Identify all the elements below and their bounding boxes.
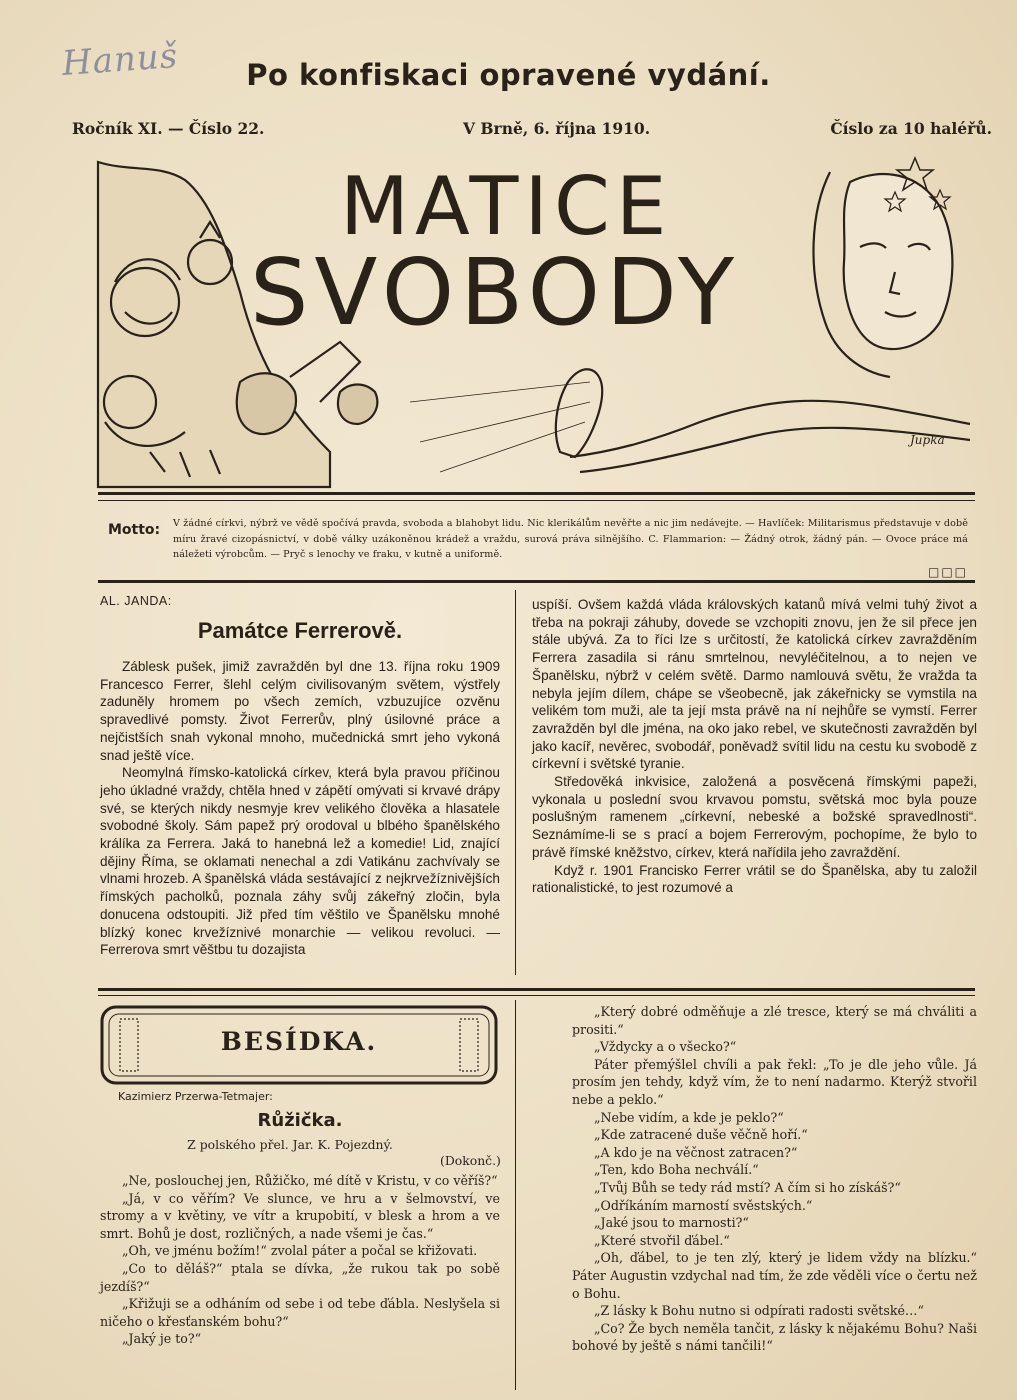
story-title: Růžička.: [257, 1110, 343, 1131]
story-paragraph: „Co? Že bych neměla tančit, z lásky k nějakému Bohu? Naši bohové by ještě s námi tančili!“: [572, 1320, 977, 1354]
article-paragraph: Když r. 1901 Francisko Ferrer vrátil se do Španělska, aby tu založil rationalistické, to jest rozumové a: [532, 862, 977, 896]
story-paragraph: „Kde zatracené duše věčně hoří.“: [594, 1127, 808, 1143]
story-translator: Z polského přel. Jar. K. Pojezdný.: [187, 1137, 393, 1152]
article-paragraph: Neomylná římsko-katolická církev, která byla pravou příčinou jeho úkladné vraždy, chtěla hned v zápětí omývati si krvavé drápy své, se kterých nikdy nesmyje krev velikého člověka a hlasatele svobodné školy. Sám papež prý orodoval u blbého španělského králíka za Ferrera. Jaká to hanebná lež a komedie! Lid, znající dějiny Říma, se oklamati nenechal a zdi Vatikánu zachvívaly se vlnami hrozeb. A španělská vláda sestávající z nejkrvežíznivějších římských pacholků, poznala záhy svůj zákeřný zločin, byla donucena odstoupiti. Již před tím věštilo ve Španělsku mnohé blízký konec krvežíznivé monarchie — velikou revoluci. — Ferrerova smrt věštbu tu dozajista: [100, 765, 500, 958]
story-paragraph: „Oh, ďábel, to je ten zlý, který je lidem vždy na blízku.“ Páter Augustin vzdychal nad tím, že zde věděli více o čertu než o Bohu.: [572, 1250, 977, 1301]
volume-number: Ročník XI. — Číslo 22.: [72, 119, 265, 138]
story-paragraph: „Já, v co věřím? Ve slunce, ve hru a v šelmovství, ve stromy a v květiny, ve vítr a krupobití, v blesk a hrom a ve smrt. Bohů je dost, rozličných, a nade všemi je čas.“: [100, 1190, 500, 1241]
handwritten-note: Hanuš: [60, 35, 180, 85]
column-divider: [515, 590, 516, 975]
motto-label: Motto:: [108, 522, 161, 538]
story-paragraph: „Křižuji se a odháním od sebe i od tebe ďábla. Neslyšela si ničeho o křesťanském bohu?“: [100, 1296, 500, 1329]
issue-date: V Brně, 6. října 1910.: [463, 119, 651, 138]
story-paragraph: „A kdo je na věčnost zatracen?“: [594, 1144, 798, 1160]
article-left-column: [100, 658, 500, 959]
issue-price: Číslo za 10 haléřů.: [830, 119, 992, 138]
story-paragraph: „Jaký je to?“: [122, 1331, 202, 1347]
story-paragraph: „Který dobré odměňuje a zlé tresce, který se má chváliti a prositi.“: [572, 1004, 977, 1037]
article-byline: AL. JANDA:: [100, 594, 172, 608]
story-paragraph: „Nebe vidím, a kde je peklo?“: [594, 1109, 784, 1125]
article-paragraph: Záblesk pušek, jimiž zavražděn byl dne 13. října roku 1909 Francesco Ferrer, šlehl celým civilisovaným světem, výstřely zaduněly hromem po všech zemích, vzbuzujíce ozvěnu spravedlivé pomsty. Život Ferrerův, plný úsilovné práce a nejčistších snah vykonal mnoho, mučednická smrt jeho vykoná snad ještě více.: [100, 659, 500, 763]
masthead-rule-thin: [98, 500, 975, 501]
story-paragraph: „Jaké jsou to marnosti?“: [594, 1215, 749, 1231]
article-right-column: [532, 596, 977, 897]
article-title: Památce Ferrerově.: [197, 618, 403, 643]
story-paragraph: „Co to děláš?“ ptala se dívka, „že rukou tak po sobě jezdíš?“: [100, 1260, 500, 1294]
section-rule-thin: [98, 995, 975, 996]
section-rule: [98, 988, 975, 991]
story-paragraph: „Tvůj Bůh se tedy rád mstí? A čím si ho získáš?“: [594, 1179, 901, 1195]
story-author: Kazimierz Przerwa-Tetmajer:: [118, 1090, 273, 1103]
story-paragraph: Páter přemýšlel chvíli a pak řekl: „To je dle jeho vůle. Já prosím jen tehdy, když vím, že to není nadarmo. Kterýž stvořil nebe a peklo.“: [572, 1056, 977, 1107]
artist-signature: Jupka: [910, 433, 945, 447]
masthead-title-line1: MATICE: [340, 160, 673, 253]
column-divider: [515, 1000, 516, 1390]
article-paragraph: uspíší. Ovšem každá vláda královských katanů mívá velmi tuhý život a třeba na pokraji záhuby, dovede se vzchopiti znovu, jen že sil přece jen stále ubývá. Za to říci lze s určitostí, že katolická církev zavražděním Ferrera zasadila si ránu smrtelnou, nevyléčitelnou, a to nejen ve Španělsku, nýbrž v celém světě. Darmo namlouvá světu, že vražda ta nebyla jejím dílem, chápe se všeobecně, jak zákeřnicky se vymstila na velikém tom muži, ale ta její msta právě na ní nejhůře se vymstí. Ferrer zavražděn byl dle jména, na oko jako rebel, ve skutečnosti zavražděn byl jako kacíř, nevěrec, svobodář, poněvadž svítil lidu na cestu ku svobodě z církevní i světské tyranie.: [532, 597, 977, 772]
story-paragraph: „Oh, ve jménu božím!“ zvolal páter a počal se křižovati.: [122, 1243, 478, 1259]
story-paragraph: „Odříkáním marností svěstských.“: [594, 1197, 813, 1213]
motto-text: V žádné církvi, nýbrž ve vědě spočívá pravda, svoboda a blahobyt lidu. Nic klerikálům nevěřte a nic jim nedávejte. — Havlíček: Militarismus představuje v době míru žravé cizopásnictví, v době války uzákoněnou krádež a vraždu, surová práva silnějšího. C. Flammarion: — Žádný otrok, žádný pán. — Ovoce práce má náležeti výrobcům. — Pryč s lenochy ve fraku, v kutně a uniformě.: [173, 518, 968, 560]
story-paragraph: „Které stvořil ďábel.“: [594, 1232, 730, 1248]
story-right-column: [572, 1003, 977, 1355]
story-left-column: [100, 1172, 500, 1348]
story-paragraph: „Ten, kdo Boha nechválí.“: [594, 1162, 759, 1178]
masthead-rule: [98, 492, 975, 495]
story-paragraph: „Vždycky a o všecko?“: [594, 1039, 737, 1055]
masthead-illustration: [90, 152, 980, 492]
edition-banner: Po konfiskaci opravené vydání.: [246, 58, 771, 92]
besidka-title: BESÍDKA.: [220, 1027, 378, 1056]
story-paragraph: „Ne, poslouchej jen, Růžičko, mé dítě v Kristu, v co věříš?“: [122, 1173, 498, 1188]
masthead-title-line2: SVOBODY: [250, 239, 741, 346]
motto-rule: [98, 580, 975, 583]
story-continued: (Dokonč.): [440, 1153, 501, 1168]
story-paragraph: „Z lásky k Bohu nutno si odpírati radosti světské…“: [594, 1303, 924, 1319]
motto-ornament: □□□: [928, 565, 969, 579]
article-paragraph: Středověká inkvisice, založená a posvěcená římskými papeži, vykonala u poslední svou krvavou pomstu, světská moc byla pouze poslušným ramenem „církevní, nebeské a božské spravedlnosti“. Seznámíme-li se s prací a bojem Ferrerovým, pochopíme, že bylo to právě římské kněžstvo, církev, která nařídila jeho zavraždění.: [532, 774, 977, 860]
